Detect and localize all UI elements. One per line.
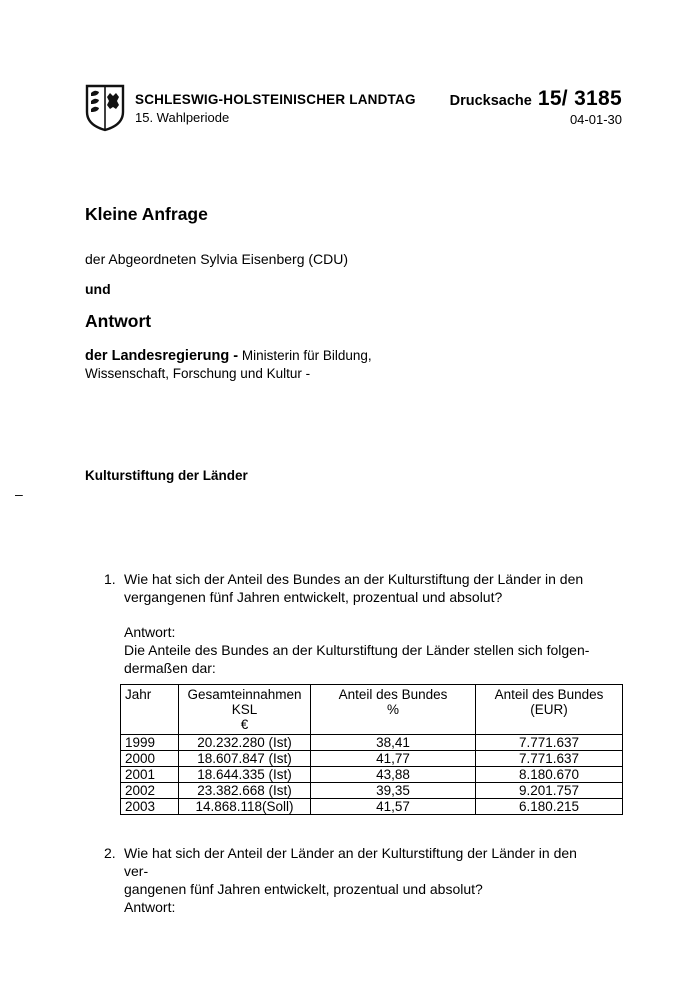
question-2-line-1: Wie hat sich der Anteil der Länder an der Kulturstiftung der Länder in den ver- — [124, 845, 577, 879]
question-2 — [104, 844, 604, 898]
cell-eur: 7.771.637 — [476, 735, 623, 751]
cell-sum: 14.868.118(Soll) — [179, 799, 311, 815]
drucksache-label: Drucksache — [449, 93, 532, 109]
cell-eur: 9.201.757 — [476, 783, 623, 799]
question-1-line-2: vergangenen fünf Jahren entwickelt, prozentual und absolut? — [124, 589, 503, 605]
government-bold: der Landesregierung - — [85, 348, 239, 364]
government-line — [85, 347, 372, 365]
col-header-anteil-prozent — [311, 685, 476, 735]
cell-year: 2000 — [121, 751, 179, 767]
col-header-jahr: Jahr — [121, 685, 179, 735]
cell-sum: 23.382.668 (Ist) — [179, 783, 311, 799]
question-1-line-1: Wie hat sich der Anteil des Bundes an der Kulturstiftung der Länder in den — [124, 571, 584, 587]
drucksache-number: 15/ 3185 — [537, 87, 622, 110]
cell-sum: 18.607.847 (Ist) — [179, 751, 311, 767]
table-row — [121, 751, 623, 767]
cell-pct: 38,41 — [311, 735, 476, 751]
question-2-number: 2. — [104, 845, 116, 861]
cell-eur: 8.180.670 — [476, 767, 623, 783]
government-ministry: Ministerin für Bildung, — [238, 348, 372, 363]
cell-pct: 41,57 — [311, 799, 476, 815]
legislative-period: 15. Wahlperiode — [135, 110, 230, 125]
table-row — [121, 735, 623, 751]
subject-title: Kulturstiftung der Länder — [85, 468, 248, 483]
answer-1-label: Antwort: — [124, 624, 176, 640]
cell-year: 2001 — [121, 767, 179, 783]
cell-pct: 43,88 — [311, 767, 476, 783]
org-name: SCHLESWIG-HOLSTEINISCHER LANDTAG — [135, 92, 416, 107]
table-row — [121, 783, 623, 799]
mp-line: der Abgeordneten Sylvia Eisenberg (CDU) — [85, 251, 349, 267]
question-1 — [104, 570, 604, 606]
table-row — [121, 767, 623, 783]
cell-eur: 7.771.637 — [476, 751, 623, 767]
col-header-gesamteinnahmen — [179, 685, 311, 735]
cell-eur: 6.180.215 — [476, 799, 623, 815]
col-header-gesamteinnahmen-l1: Gesamteinnahmen — [187, 687, 302, 702]
table-row — [121, 799, 623, 815]
col-header-gesamteinnahmen-l2: KSL — [231, 702, 258, 717]
col-header-anteil-eur-l2: (EUR) — [530, 702, 568, 717]
cell-year: 2003 — [121, 799, 179, 815]
government-line-2: Wissenschaft, Forschung und Kultur - — [85, 366, 311, 381]
col-header-anteil-eur-l1: Anteil des Bundes — [494, 687, 604, 702]
title-kleine-anfrage: Kleine Anfrage — [85, 204, 208, 224]
cell-sum: 20.232.280 (Ist) — [179, 735, 311, 751]
margin-dash: – — [15, 486, 23, 502]
cell-pct: 41,77 — [311, 751, 476, 767]
drucksache-header — [450, 87, 622, 111]
answer-1-intro-line-1: Die Anteile des Bundes an der Kulturstiftung der Länder stellen sich folgen- — [124, 642, 590, 658]
answer-1-intro-line-2: dermaßen dar: — [124, 660, 216, 676]
document-date: 04-01-30 — [569, 112, 622, 127]
answer-1-intro — [124, 641, 604, 677]
col-header-anteil-eur — [476, 685, 623, 735]
col-header-gesamteinnahmen-l3: € — [240, 717, 249, 732]
landtag-coat-of-arms-icon — [84, 84, 126, 132]
table-header-row — [121, 685, 623, 735]
answer-2-label: Antwort: — [124, 899, 176, 915]
col-header-anteil-prozent-l1: Anteil des Bundes — [338, 687, 448, 702]
col-header-anteil-prozent-l2: % — [386, 702, 399, 717]
question-1-number: 1. — [104, 571, 116, 587]
cell-pct: 39,35 — [311, 783, 476, 799]
cell-sum: 18.644.335 (Ist) — [179, 767, 311, 783]
und-line: und — [85, 281, 111, 297]
question-2-line-2: gangenen fünf Jahren entwickelt, prozentual und absolut? — [124, 881, 483, 897]
cell-year: 1999 — [121, 735, 179, 751]
title-antwort: Antwort — [85, 311, 152, 331]
kulturstiftung-table — [120, 684, 623, 815]
cell-year: 2002 — [121, 783, 179, 799]
